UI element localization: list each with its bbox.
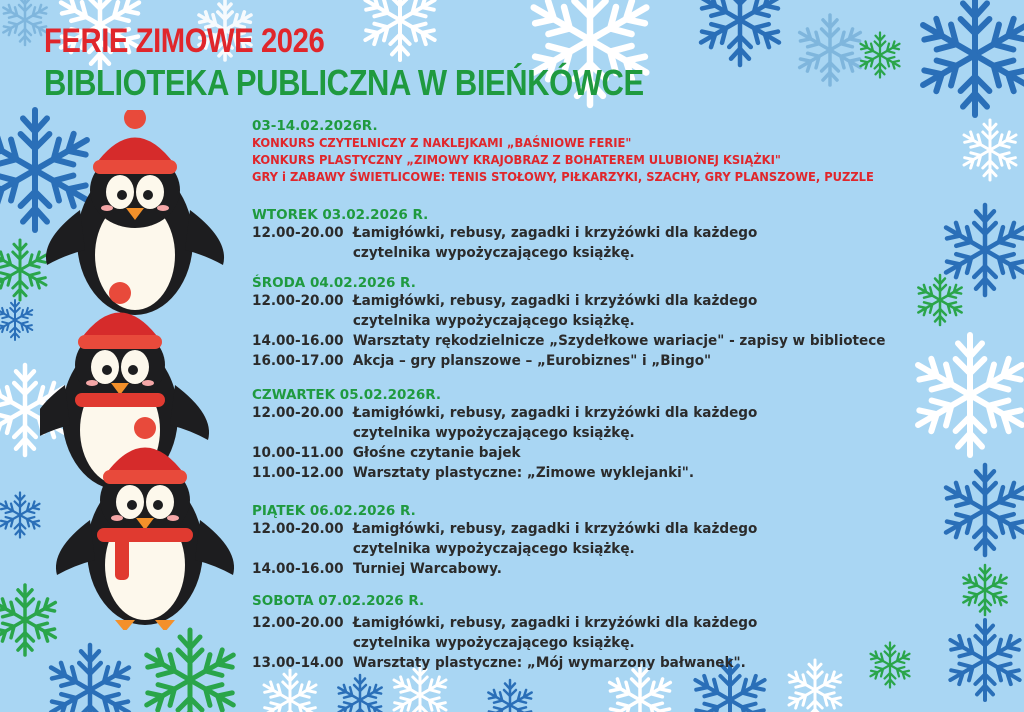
event-row [252, 559, 757, 579]
event-time: 14.00-16.00 [252, 561, 344, 577]
event-time: 11.00-12.00 [252, 465, 344, 481]
event-row [252, 443, 757, 463]
event-text-cont: czytelnika wypożyczającego książkę. [352, 541, 635, 557]
page-subtitle: BIBLIOTEKA PUBLICZNA W BIEŃKÓWCE [44, 62, 644, 103]
snowflake-icon [141, 630, 240, 712]
event-time: 12.00-20.00 [252, 521, 344, 537]
snowflake-icon [941, 205, 1024, 295]
snowflake-icon [960, 120, 1019, 180]
snowflake-icon [946, 620, 1024, 700]
event-row [252, 331, 886, 351]
snowflake-icon [915, 275, 964, 325]
event-time: 12.00-20.00 [252, 225, 344, 241]
general-line: KONKURS CZYTELNICZY Z NAKLEJKAMI „BAŚNIOWE FERIE" [252, 135, 632, 150]
snowflake-icon [485, 680, 534, 712]
event-row [252, 653, 757, 673]
penguin-stack [40, 110, 240, 630]
event-text: Łamigłówki, rebusy, zagadki i krzyżówki dla każdego [352, 615, 758, 631]
event-time: 12.00-20.00 [252, 405, 344, 421]
snowflake-icon [260, 670, 319, 712]
snowflake-icon [868, 643, 912, 688]
event-row [252, 613, 757, 653]
event-text-cont: czytelnika wypożyczającego książkę. [352, 635, 635, 651]
event-text: Turniej Warcabowy. [352, 561, 502, 577]
snowflake-icon [361, 0, 440, 60]
event-row [252, 351, 886, 371]
snowflake-icon [335, 675, 384, 712]
snowflake-icon [858, 33, 902, 78]
event-text: Głośne czytanie bajek [352, 445, 521, 461]
event-text: Akcja – gry planszowe – „Eurobiznes" i „Bingo" [352, 353, 712, 369]
snowflake-icon [960, 565, 1009, 615]
day-label: ŚRODA 04.02.2026 R. [252, 275, 416, 291]
day-label: WTOREK 03.02.2026 R. [252, 207, 429, 223]
event-text: Warsztaty plastyczne: „Mój wymarzony bałwanek". [352, 655, 746, 671]
snowflake-icon [696, 0, 785, 65]
day-section-thursday [252, 387, 773, 483]
page-title: FERIE ZIMOWE 2026 [44, 22, 325, 60]
event-time: 13.00-14.00 [252, 655, 344, 671]
event-text: Łamigłówki, rebusy, zagadki i krzyżówki dla każdego [352, 293, 758, 309]
snowflake-icon [916, 0, 1024, 115]
event-row [252, 403, 757, 443]
day-section-wednesday [252, 275, 905, 371]
general-line: GRY i ZABAWY ŚWIETLICOWE: TENIS STOŁOWY, PIŁKARZYKI, SZACHY, GRY PLANSZOWE, PUZZLE [252, 169, 874, 184]
day-label: SOBOTA 07.02.2026 R. [252, 593, 425, 609]
event-row [252, 223, 757, 263]
event-time: 10.00-11.00 [252, 445, 344, 461]
general-line: KONKURS PLASTYCZNY „ZIMOWY KRAJOBRAZ Z BOHATEREM ULUBIONEJ KSIĄŻKI" [252, 152, 781, 167]
event-time: 16.00-17.00 [252, 353, 344, 369]
event-text-cont: czytelnika wypożyczającego książkę. [352, 245, 635, 261]
day-section-saturday [252, 593, 773, 673]
snowflake-icon [46, 645, 135, 712]
snowflake-icon [0, 0, 49, 45]
event-text: Warsztaty rękodzielnicze „Szydełkowe wariacje" - zapisy w bibliotece [352, 333, 886, 349]
event-row [252, 291, 886, 331]
snowflake-icon [0, 493, 42, 538]
event-time: 14.00-16.00 [252, 333, 344, 349]
general-dates: 03-14.02.2026R. [252, 118, 378, 134]
event-row [252, 519, 757, 559]
snowflake-icon [795, 15, 864, 85]
snowflake-icon [911, 335, 1024, 455]
day-label: CZWARTEK 05.02.2026R. [252, 387, 441, 403]
event-text-cont: czytelnika wypożyczającego książkę. [352, 425, 635, 441]
snowflake-icon [941, 465, 1024, 555]
day-label: PIĄTEK 06.02.2026 R. [252, 503, 416, 519]
event-text: Warsztaty plastyczne: „Zimowe wyklejanki". [352, 465, 695, 481]
snowflake-icon [0, 300, 35, 340]
event-text-cont: czytelnika wypożyczającego książkę. [352, 313, 635, 329]
day-section-tuesday [252, 207, 773, 263]
event-row [252, 463, 757, 483]
event-text: Łamigłówki, rebusy, zagadki i krzyżówki dla każdego [352, 225, 758, 241]
event-text: Łamigłówki, rebusy, zagadki i krzyżówki dla każdego [352, 521, 758, 537]
day-section-friday [252, 503, 773, 579]
general-section [252, 118, 928, 185]
snowflake-icon [785, 660, 844, 712]
event-text: Łamigłówki, rebusy, zagadki i krzyżówki dla każdego [352, 405, 758, 421]
event-time: 12.00-20.00 [252, 615, 344, 631]
penguin-icon [46, 110, 224, 315]
event-time: 12.00-20.00 [252, 293, 344, 309]
